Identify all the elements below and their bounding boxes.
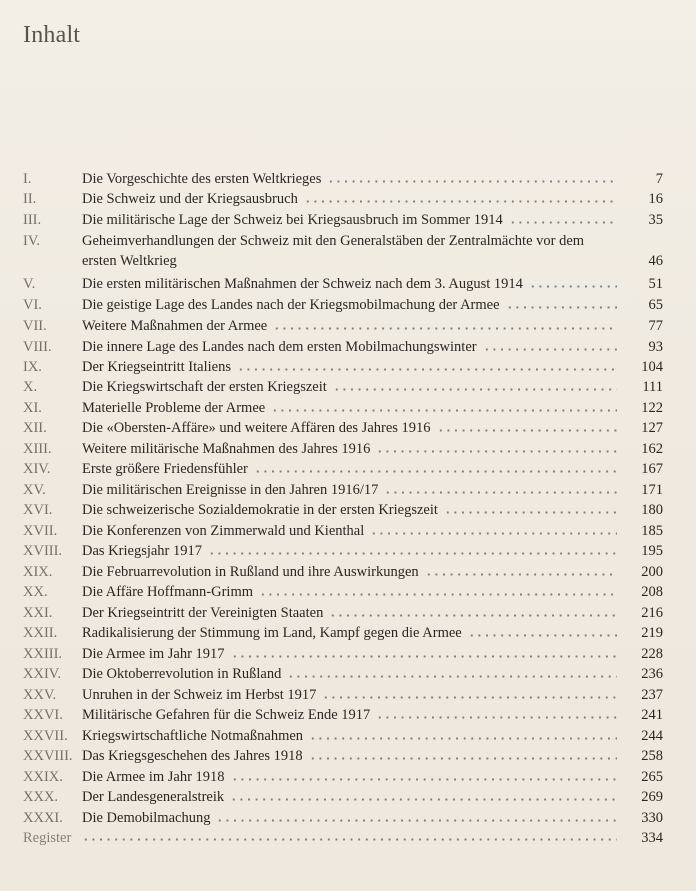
- dot-leader: [237, 359, 617, 371]
- page-number: 7: [655, 171, 663, 187]
- chapter-number: VII.: [23, 318, 47, 334]
- chapter-title: Geheimverhandlungen der Schweiz mit den Generalstäben der Zentralmächte vor dem: [82, 233, 585, 249]
- chapter-title: Die innere Lage des Landes nach dem ersten Mobilmachungswinter: [82, 339, 477, 355]
- chapter-title-line: [82, 583, 623, 601]
- page-number: 46: [648, 253, 663, 269]
- chapter-number: XXV.: [23, 687, 57, 703]
- page-number: 208: [641, 584, 663, 600]
- chapter-title-line: [82, 542, 623, 560]
- dot-leader: [208, 543, 617, 555]
- chapter-title: Kriegswirtschaftliche Notmaßnahmen: [82, 728, 304, 744]
- chapter-number: XV.: [23, 482, 46, 498]
- chapter-title: Die militärische Lage der Schweiz bei Kriegsausbruch im Sommer 1914: [82, 212, 503, 228]
- dot-leader: [370, 523, 617, 535]
- dot-leader: [506, 297, 617, 309]
- page-number: 93: [648, 339, 663, 355]
- chapter-title: Unruhen in der Schweiz im Herbst 1917: [82, 687, 317, 703]
- dot-leader: [444, 502, 617, 514]
- chapter-title-line: [82, 460, 623, 478]
- dot-leader: [231, 646, 617, 658]
- chapter-number: XI.: [23, 400, 42, 416]
- chapter-title: Die schweizerische Sozialdemokratie in der ersten Kriegszeit: [82, 502, 438, 518]
- chapter-title-line: [82, 211, 623, 229]
- chapter-number: XXVII.: [23, 728, 68, 744]
- page-number: 216: [641, 605, 663, 621]
- page-number: 241: [641, 707, 663, 723]
- chapter-title: Die Armee im Jahr 1918: [82, 769, 225, 785]
- chapter-number: XXX.: [23, 789, 59, 805]
- chapter-number: XXXI.: [23, 810, 63, 826]
- dot-leader: [273, 318, 617, 330]
- page-number: 16: [648, 191, 663, 207]
- chapter-number: XXVI.: [23, 707, 63, 723]
- chapter-number: XXI.: [23, 605, 53, 621]
- page-number: 244: [641, 728, 663, 744]
- chapter-title: Die Vorgeschichte des ersten Weltkrieges: [82, 171, 322, 187]
- chapter-title-line: [82, 604, 623, 622]
- chapter-title-line: [82, 232, 623, 250]
- chapter-title: Die «Obersten-Affäre» und weitere Affären des Jahres 1916: [82, 420, 431, 436]
- dot-leader: [309, 748, 617, 760]
- chapter-title-line: [82, 358, 623, 376]
- chapter-number: VIII.: [23, 339, 52, 355]
- page-number: 122: [641, 400, 663, 416]
- chapter-title-line: [82, 788, 623, 806]
- chapter-title: Militärische Gefahren für die Schweiz Ende 1917: [82, 707, 371, 723]
- page-number: 77: [648, 318, 663, 334]
- chapter-number: XX.: [23, 584, 48, 600]
- page-title: Inhalt: [23, 22, 81, 48]
- chapter-title-line: [82, 296, 623, 314]
- chapter-title: Die ersten militärischen Maßnahmen der Schweiz nach dem 3. August 1914: [82, 276, 523, 292]
- chapter-title-line: [82, 645, 623, 663]
- page-number: 236: [641, 666, 663, 682]
- chapter-number: VI.: [23, 297, 42, 313]
- chapter-number: XXIV.: [23, 666, 61, 682]
- chapter-title-line: [82, 829, 623, 841]
- chapter-number: I.: [23, 171, 32, 187]
- chapter-number: XXII.: [23, 625, 58, 641]
- chapter-number: XXVIII.: [23, 748, 73, 764]
- dot-leader: [376, 441, 617, 453]
- chapter-number: XVIII.: [23, 543, 63, 559]
- chapter-number: XII.: [23, 420, 47, 436]
- chapter-title: Die militärischen Ereignisse in den Jahren 1916/17: [82, 482, 379, 498]
- chapter-title: Radikalisierung der Stimmung im Land, Kampf gegen die Armee: [82, 625, 462, 641]
- chapter-title: Die Oktoberrevolution in Rußland: [82, 666, 282, 682]
- page-number: 35: [648, 212, 663, 228]
- chapter-title: Materielle Probleme der Armee: [82, 400, 266, 416]
- page-number: 219: [641, 625, 663, 641]
- chapter-number: XXIX.: [23, 769, 63, 785]
- chapter-title-line: [82, 624, 623, 642]
- dot-leader: [287, 666, 617, 678]
- chapter-title-continuation: [82, 252, 623, 270]
- toc-entry: [23, 232, 663, 276]
- chapter-title-line: [82, 481, 623, 499]
- chapter-title-line: [82, 317, 623, 335]
- chapter-number: XIII.: [23, 441, 52, 457]
- dot-leader: [483, 339, 617, 351]
- chapter-title: Die Februarrevolution in Rußland und ihre Auswirkungen: [82, 564, 419, 580]
- chapter-title: Die Armee im Jahr 1917: [82, 646, 225, 662]
- chapter-title-line: [82, 378, 623, 396]
- chapter-number: Register: [23, 830, 72, 846]
- dot-leader: [384, 482, 617, 494]
- page-number: 127: [641, 420, 663, 436]
- page-number: 258: [641, 748, 663, 764]
- chapter-title-line: [82, 563, 623, 581]
- chapter-title: Die Demobilmachung: [82, 810, 211, 826]
- chapter-number: IV.: [23, 233, 41, 249]
- page-number: 228: [641, 646, 663, 662]
- chapter-title: Der Kriegseintritt Italiens: [82, 359, 231, 375]
- chapter-number: II.: [23, 191, 37, 207]
- chapter-title-line: [82, 501, 623, 519]
- chapter-title: Die Schweiz und der Kriegsausbruch: [82, 191, 298, 207]
- chapter-number: IX.: [23, 359, 42, 375]
- chapter-title: Weitere Maßnahmen der Armee: [82, 318, 268, 334]
- dot-leader: [216, 810, 617, 822]
- page-number: 269: [641, 789, 663, 805]
- page-number: 265: [641, 769, 663, 785]
- page-number: 195: [641, 543, 663, 559]
- chapter-title-cont: ersten Weltkrieg: [82, 253, 177, 269]
- chapter-number: V.: [23, 276, 36, 292]
- chapter-number: III.: [23, 212, 42, 228]
- chapter-title-line: [82, 338, 623, 356]
- page-number: 185: [641, 523, 663, 539]
- chapter-title: Das Kriegsjahr 1917: [82, 543, 203, 559]
- page-number: 334: [641, 830, 663, 846]
- dot-leader: [271, 400, 617, 412]
- chapter-title: Das Kriegsgeschehen des Jahres 1918: [82, 748, 303, 764]
- chapter-title: Der Landesgeneralstreik: [82, 789, 225, 805]
- chapter-title: Die geistige Lage des Landes nach der Kriegsmobilmachung der Armee: [82, 297, 500, 313]
- chapter-title-line: [82, 686, 623, 704]
- dot-leader: [230, 789, 617, 801]
- chapter-title-line: [82, 170, 623, 188]
- chapter-title: Die Kriegswirtschaft der ersten Kriegszeit: [82, 379, 327, 395]
- chapter-title-line: [82, 727, 623, 745]
- chapter-title-line: [82, 419, 623, 437]
- page-number: 65: [648, 297, 663, 313]
- chapter-title-line: [82, 190, 623, 208]
- chapter-title-line: [82, 440, 623, 458]
- dot-leader: [376, 707, 617, 719]
- dot-leader: [231, 769, 617, 781]
- chapter-number: X.: [23, 379, 38, 395]
- chapter-title-line: [82, 399, 623, 417]
- dot-leader: [333, 379, 617, 391]
- chapter-title-line: [82, 706, 623, 724]
- chapter-title-line: [82, 665, 623, 683]
- chapter-title: Die Konferenzen von Zimmerwald und Kienthal: [82, 523, 365, 539]
- page-number: 111: [642, 379, 663, 395]
- chapter-title-line: [82, 747, 623, 765]
- page-number: 200: [641, 564, 663, 580]
- page-number: 330: [641, 810, 663, 826]
- page-number: 180: [641, 502, 663, 518]
- chapter-number: XIX.: [23, 564, 53, 580]
- chapter-number: XXIII.: [23, 646, 63, 662]
- dot-leader: [304, 191, 617, 203]
- chapter-number: XVII.: [23, 523, 58, 539]
- page-number: 51: [648, 276, 663, 292]
- dot-leader: [529, 276, 617, 288]
- chapter-number: XVI.: [23, 502, 53, 518]
- dot-leader: [254, 461, 617, 473]
- dot-leader: [82, 829, 617, 841]
- dot-leader: [468, 625, 617, 637]
- dot-leader: [309, 728, 617, 740]
- chapter-title-line: [82, 275, 623, 293]
- dot-leader: [437, 420, 617, 432]
- dot-leader: [425, 564, 617, 576]
- page-number: 167: [641, 461, 663, 477]
- page-number: 237: [641, 687, 663, 703]
- page-number: 162: [641, 441, 663, 457]
- dot-leader: [329, 605, 617, 617]
- chapter-title: Der Kriegseintritt der Vereinigten Staaten: [82, 605, 324, 621]
- chapter-title-line: [82, 522, 623, 540]
- chapter-title: Die Affäre Hoffmann-Grimm: [82, 584, 253, 600]
- dot-leader: [322, 687, 617, 699]
- dot-leader: [509, 212, 617, 224]
- chapter-title: Weitere militärische Maßnahmen des Jahres 1916: [82, 441, 371, 457]
- chapter-title-line: [82, 768, 623, 786]
- page-number: 171: [641, 482, 663, 498]
- chapter-title-line: [82, 809, 623, 827]
- chapter-title: Erste größere Friedensfühler: [82, 461, 248, 477]
- chapter-number: XIV.: [23, 461, 51, 477]
- dot-leader: [259, 584, 617, 596]
- page-number: 104: [641, 359, 663, 375]
- dot-leader: [327, 171, 617, 183]
